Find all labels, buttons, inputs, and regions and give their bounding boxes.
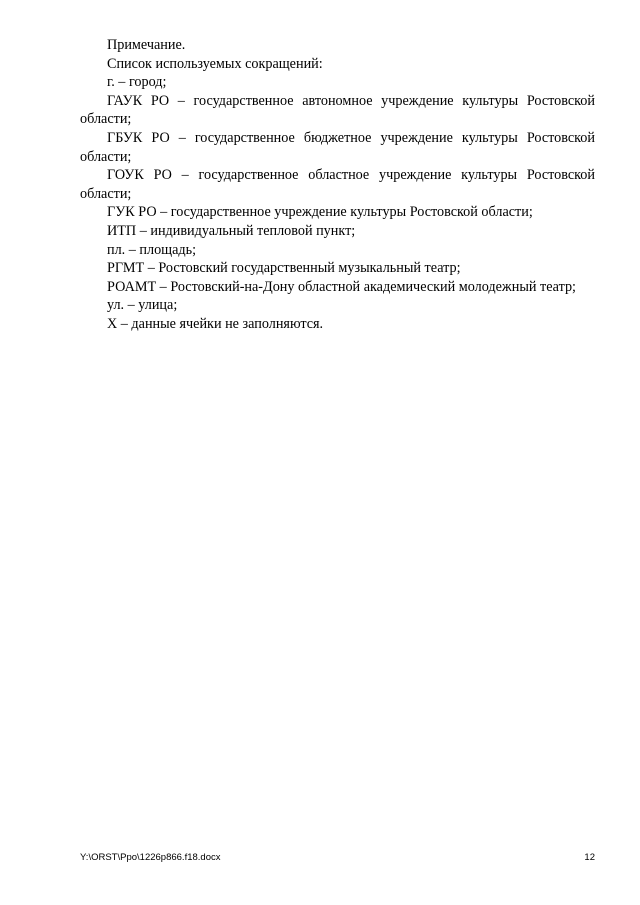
abbreviation-item: Х – данные ячейки не заполняются. <box>107 315 324 332</box>
abbreviation-item: ГАУК РО – государственное автономное учреждение культуры Ростовской области; <box>80 92 595 128</box>
footer-file-path: Y:\ORST\Ppo\1226p866.f18.docx <box>80 852 221 863</box>
note-heading: Примечание. <box>107 37 186 53</box>
abbreviation-item: ул. – улица; <box>107 297 178 314</box>
abbreviation-item: г. – город; <box>107 74 167 91</box>
abbreviation-item: ИТП – индивидуальный тепловой пункт; <box>107 222 356 239</box>
abbreviations-heading: Список используемых сокращений: <box>107 55 323 72</box>
notes-section <box>80 36 595 334</box>
abbreviation-item: РОАМТ – Ростовский-на-Дону областной академический молодежный театр; <box>107 278 577 295</box>
abbreviation-item: ГОУК РО – государственное областное учреждение культуры Ростовской области; <box>80 167 595 202</box>
abbreviation-item: ГУК РО – государственное учреждение культуры Ростовской области; <box>107 204 533 221</box>
abbreviation-item: РГМТ – Ростовский государственный музыкальный театр; <box>107 260 461 277</box>
abbreviation-item: ГБУК РО – государственное бюджетное учреждение культуры Ростовской области; <box>80 129 595 165</box>
page-number: 12 <box>584 852 595 863</box>
abbreviation-item: пл. – площадь; <box>107 241 197 258</box>
